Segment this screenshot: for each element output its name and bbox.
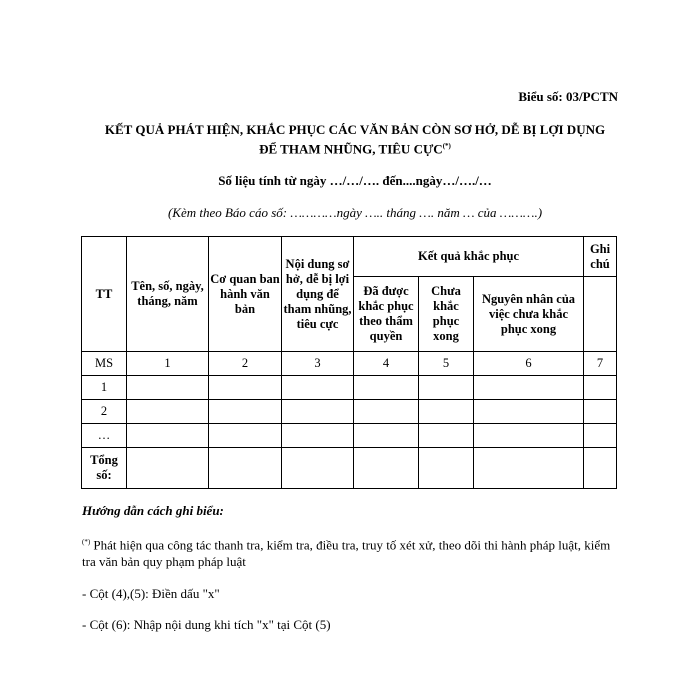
header-not-fixed: Chưa khắc phục xong [419, 277, 474, 352]
header-tt: TT [82, 237, 127, 352]
table-cell[interactable] [127, 448, 209, 489]
report-title-line-2-text: ĐỂ THAM NHŨNG, TIÊU CỰC [259, 141, 443, 157]
ms-cell: 5 [419, 352, 474, 376]
table-row [82, 400, 617, 424]
table-cell[interactable] [419, 448, 474, 489]
table-cell[interactable] [282, 376, 354, 400]
table-row [82, 376, 617, 400]
ms-cell: 7 [584, 352, 617, 376]
total-label: Tổng số: [82, 448, 127, 489]
table-cell[interactable] [127, 376, 209, 400]
table-row [82, 424, 617, 448]
header-note-empty [584, 277, 617, 352]
header-loophole-content: Nội dung sơ hở, dễ bị lợi dụng để tham nhũng, tiêu cực [282, 237, 354, 352]
table-cell[interactable] [127, 424, 209, 448]
report-table [81, 236, 617, 489]
header-note: Ghi chú [584, 237, 617, 277]
table-cell[interactable] [354, 424, 419, 448]
table-cell[interactable] [584, 448, 617, 489]
table-cell[interactable] [282, 448, 354, 489]
table-cell[interactable] [354, 400, 419, 424]
table-cell[interactable] [419, 400, 474, 424]
table-cell[interactable] [419, 424, 474, 448]
header-fixed: Đã được khắc phục theo thẩm quyền [354, 277, 419, 352]
row-number: 2 [82, 400, 127, 424]
ms-cell: 4 [354, 352, 419, 376]
table-cell[interactable] [474, 376, 584, 400]
table-cell[interactable] [474, 400, 584, 424]
table-row-ms [82, 352, 617, 376]
ms-cell: MS [82, 352, 127, 376]
ms-cell: 2 [209, 352, 282, 376]
table-cell[interactable] [474, 448, 584, 489]
form-code: Biểu số: 03/PCTN [518, 89, 618, 104]
table-cell[interactable] [209, 424, 282, 448]
table-cell[interactable] [584, 424, 617, 448]
row-number: 1 [82, 376, 127, 400]
guide-title: Hướng dẫn cách ghi biểu: [82, 503, 224, 518]
attachment-note: (Kèm theo Báo cáo số: …………ngày ….. tháng …. năm … của ……….) [167, 205, 543, 220]
header-reason: Nguyên nhân của việc chưa khắc phục xong [474, 277, 584, 352]
table-cell[interactable] [584, 376, 617, 400]
header-document-name: Tên, số, ngày, tháng, năm [127, 237, 209, 352]
table-cell[interactable] [584, 400, 617, 424]
title-footnote-mark: (*) [442, 142, 451, 150]
header-result-group: Kết quả khắc phục [354, 237, 584, 277]
guide-note-1 [82, 534, 622, 570]
table-row-total [82, 448, 617, 489]
table-cell[interactable] [282, 424, 354, 448]
guide-note-3: - Cột (6): Nhập nội dung khi tích "x" tại Cột (5) [82, 617, 331, 632]
ms-cell: 3 [282, 352, 354, 376]
table-cell[interactable] [127, 400, 209, 424]
table-cell[interactable] [209, 376, 282, 400]
ms-cell: 1 [127, 352, 209, 376]
table-cell[interactable] [354, 448, 419, 489]
table-cell[interactable] [419, 376, 474, 400]
row-number: … [82, 424, 127, 448]
table-cell[interactable] [474, 424, 584, 448]
report-title-line-1: KẾT QUẢ PHÁT HIỆN, KHẮC PHỤC CÁC VĂN BẢN CÒN SƠ HỞ, DỄ BỊ LỢI DỤNG [104, 122, 606, 137]
header-issuing-agency: Cơ quan ban hành văn bản [209, 237, 282, 352]
reporting-period: Số liệu tính từ ngày …/…/…. đến....ngày…/…./… [218, 173, 492, 188]
guide-note-2: - Cột (4),(5): Điền dấu "x" [82, 586, 220, 601]
table-cell[interactable] [209, 400, 282, 424]
ms-cell: 6 [474, 352, 584, 376]
table-cell[interactable] [354, 376, 419, 400]
table-cell[interactable] [209, 448, 282, 489]
report-title-line-2 [60, 138, 650, 157]
guide-footnote-mark: (*) [82, 538, 91, 546]
guide-note-1-text: Phát hiện qua công tác thanh tra, kiểm tra, điều tra, truy tố xét xử, theo dõi thi hành pháp luật, kiểm tra văn bản quy phạm pháp luật [82, 537, 611, 570]
table-cell[interactable] [282, 400, 354, 424]
report-title [60, 121, 650, 157]
